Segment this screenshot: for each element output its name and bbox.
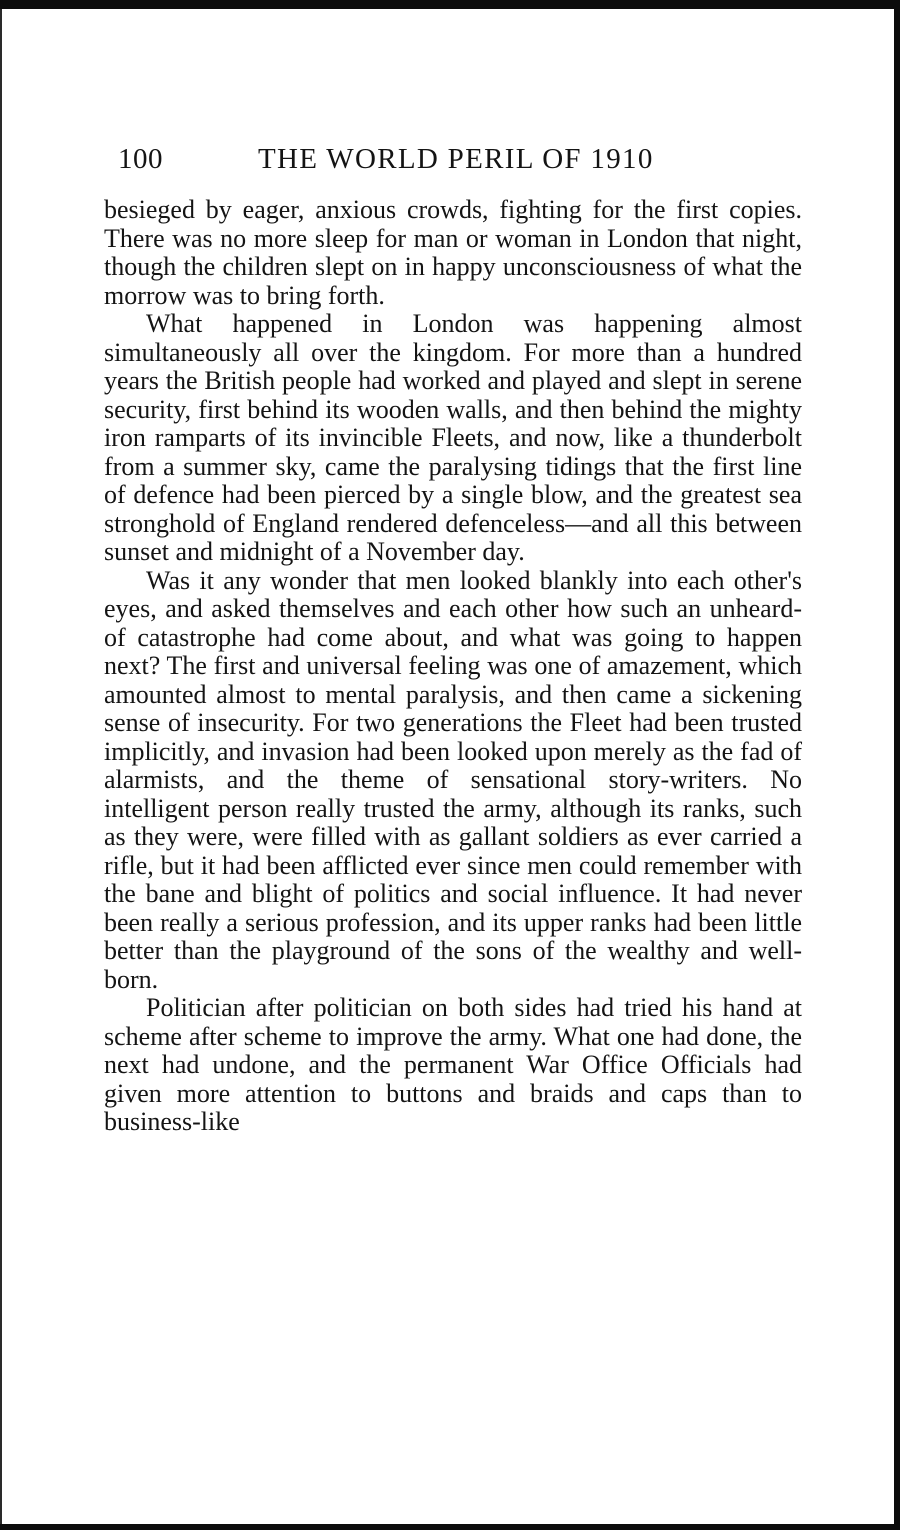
page-body [104,196,802,1137]
paragraph-continuation: besieged by eager, anxious crowds, fighting for the first copies. There was no more sleep for man or woman in London that night, though the children slept on in happy unconsciousness of what the morrow was to bring forth. [104,195,802,310]
paragraph: Politician after politician on both sides had tried his hand at scheme after scheme to improve the army. What one had done, the next had undone, and the permanent War Office Officials had given more attention to buttons and braids and caps than to business-like [104,993,802,1136]
scan-edge-left [0,9,2,1524]
scan-edge-right [894,0,900,1530]
paragraph: What happened in London was happening almost simultaneously all over the kingdom. For more than a hundred years the British people had worked and played and slept in serene security, first behind its wooden walls, and then behind the mighty iron ramparts of its invincible Fleets, and now, like a thunderbolt from a summer sky, came the paralysing tidings that the first line of defence had been pierced by a single blow, and the greatest sea stronghold of England rendered defenceless—and all this between sunset and midnight of a November day. [104,309,802,566]
scan-edge-bottom [0,1524,900,1530]
page-header [118,138,802,180]
paragraph: Was it any wonder that men looked blankly into each other's eyes, and asked themselves and each other how such an unheard-of catastrophe had come about, and what was going to happen next? The first and universal feeling was one of amazement, which amounted almost to mental paralysis, and then came a sickening sense of insecurity. For two generations the Fleet had been trusted implicitly, and invasion had been looked upon merely as the fad of alarmists, and the theme of sensational story-writers. No intelligent person really trusted the army, although its ranks, such as they were, were filled with as gallant soldiers as ever carried a rifle, but it had been afflicted ever since men could remember with the bane and blight of politics and social influence. It had never been really a serious profession, and its upper ranks had been little better than the playground of the sons of the wealthy and well-born. [104,565,802,994]
page-number: 100 [118,143,163,175]
running-title: THE WORLD PERIL OF 1910 [258,143,654,175]
scan-edge-top [0,0,900,9]
